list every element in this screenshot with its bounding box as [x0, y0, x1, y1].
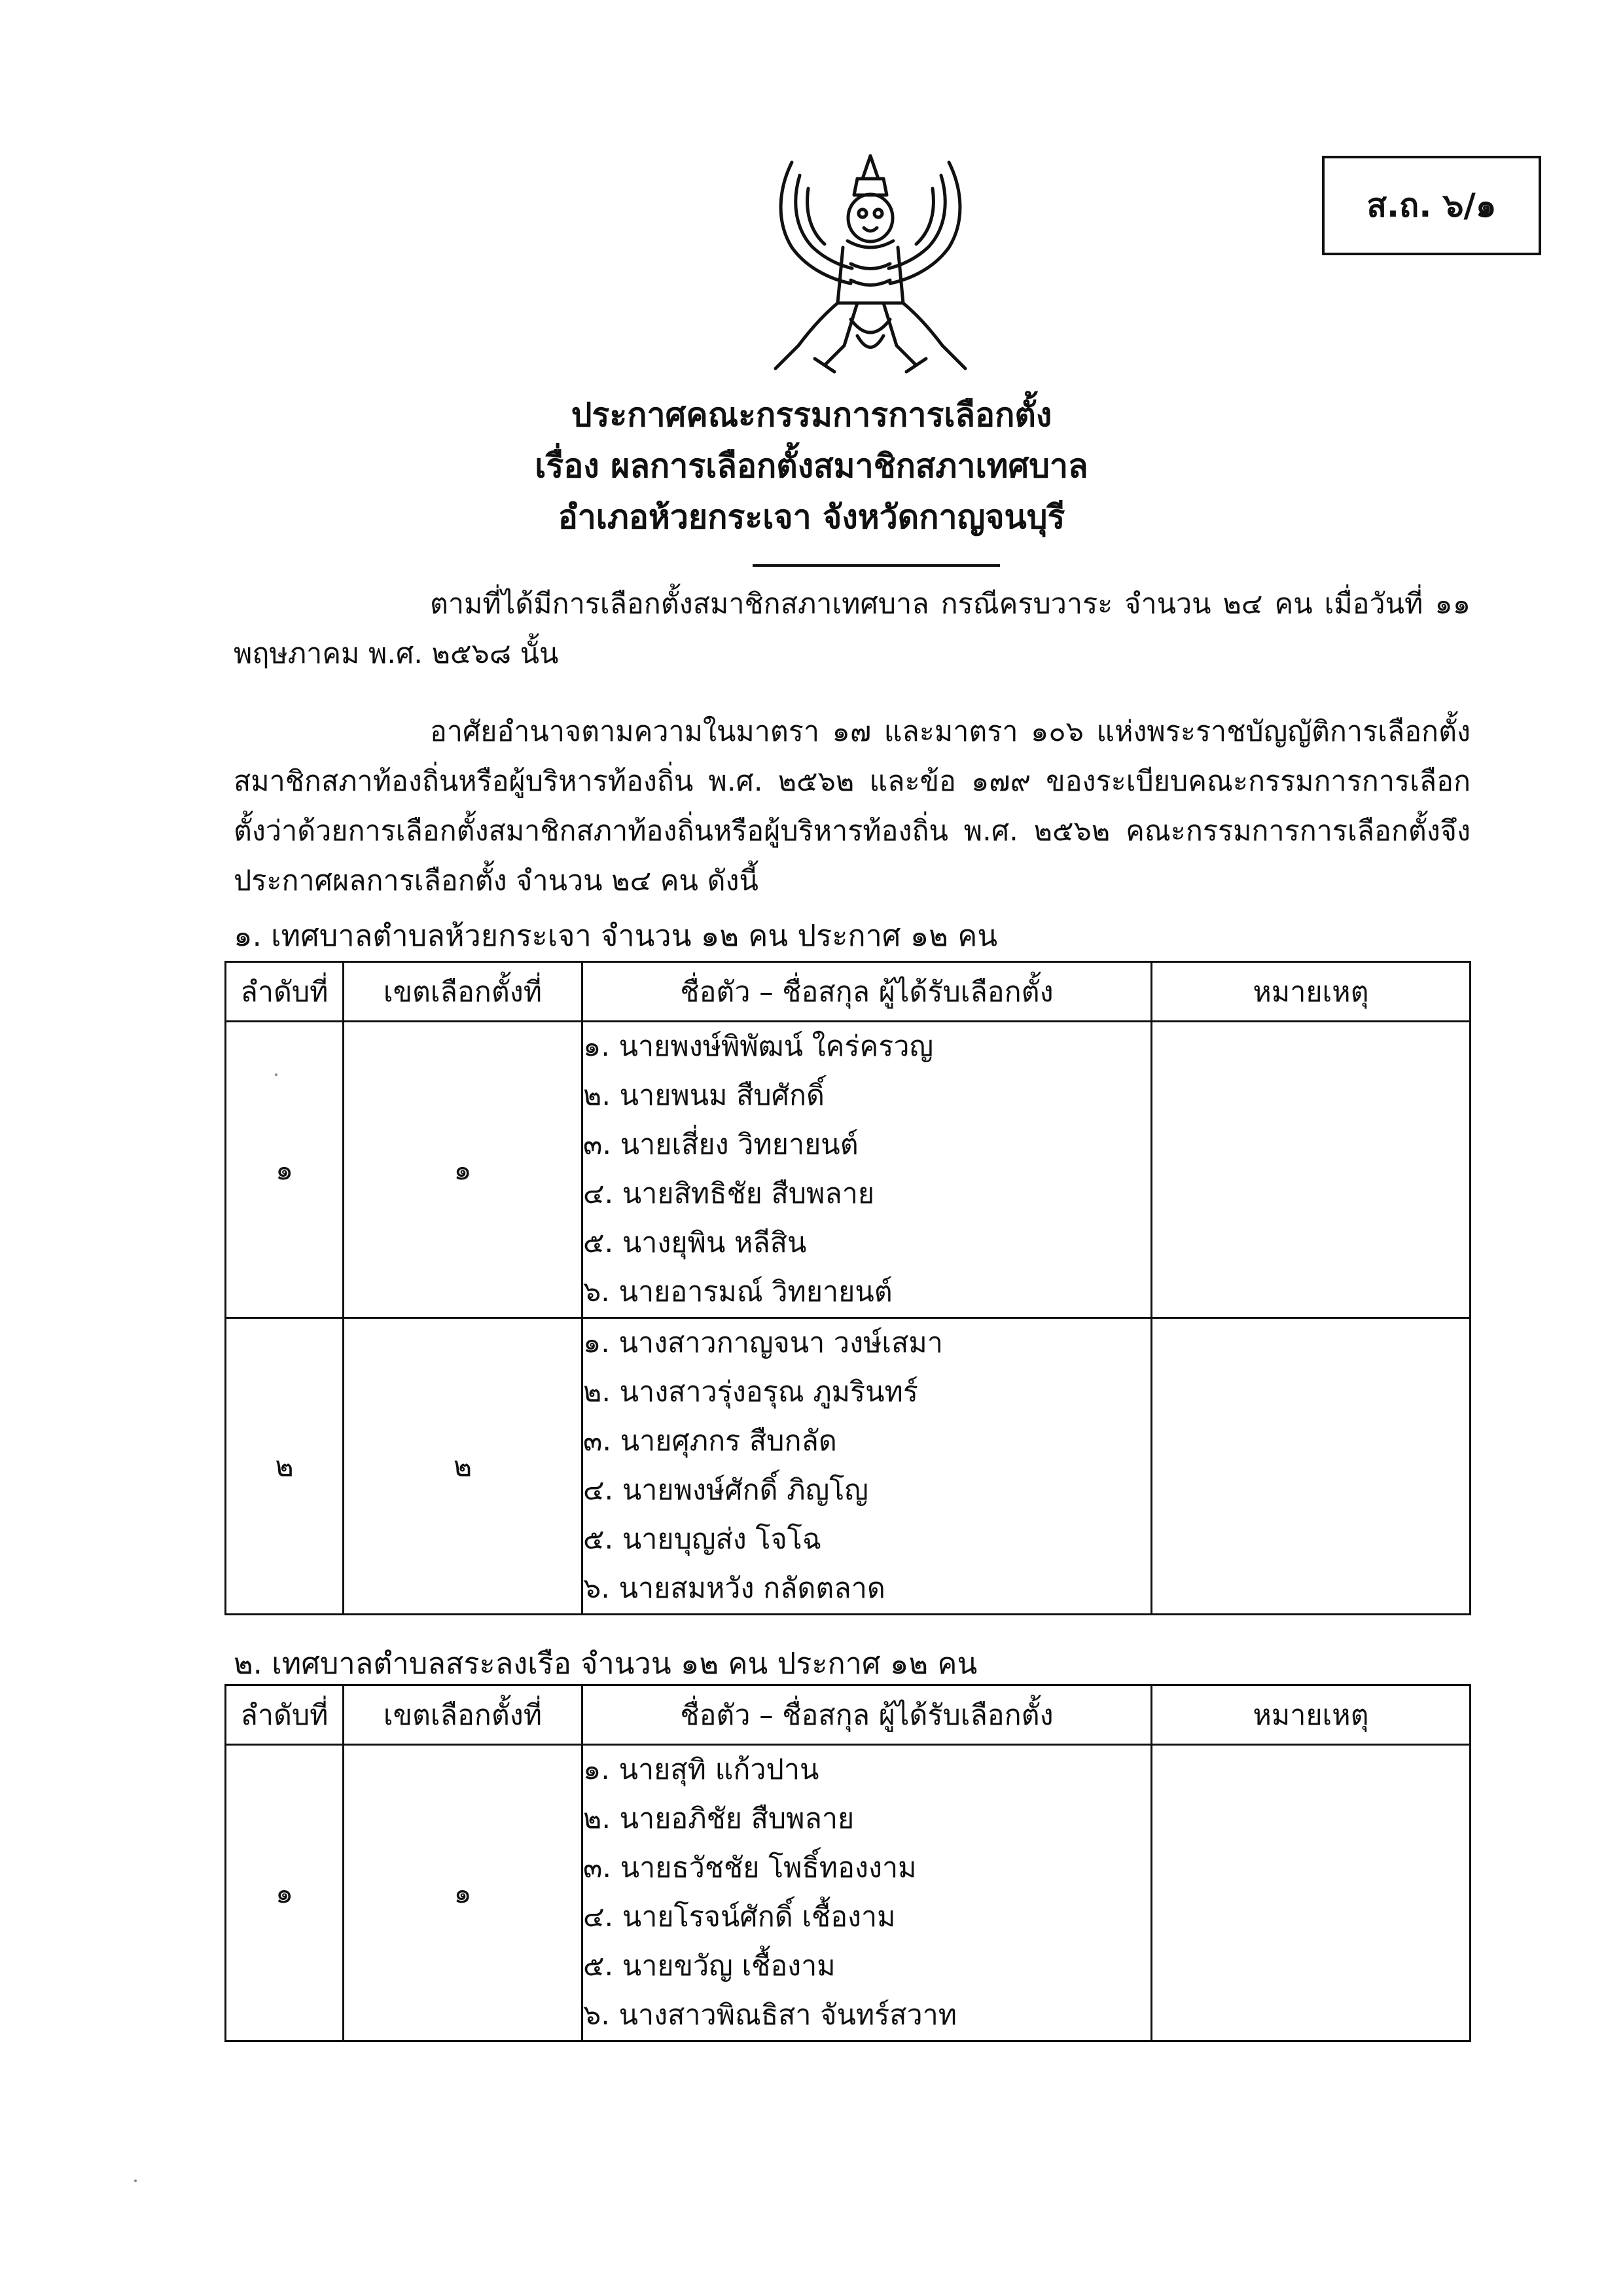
member-name: ๒. นายอภิชัย สืบพลาย	[583, 1803, 855, 1835]
column-header-names: ชื่อตัว – ชื่อสกุล ผู้ได้รับเลือกตั้ง	[582, 962, 1152, 1022]
member-name: ๑. นายพงษ์พิพัฒน์ ใคร่ครวญ	[583, 1030, 934, 1063]
announcement-title: ประกาศคณะกรรมการการเลือกตั้ง	[571, 396, 1052, 434]
member-name: ๓. นายธวัชชัย โพธิ์ทองงาม	[583, 1852, 917, 1884]
names-cell	[582, 1022, 1152, 1318]
garuda-emblem-icon	[759, 149, 982, 378]
table-row	[226, 1745, 1471, 2041]
section-title: ๑. เทศบาลตำบลห้วยกระเจา จำนวน ๑๒ คน ประกาศ ๑๒ คน	[234, 918, 998, 953]
column-header-order: ลำดับที่	[226, 962, 344, 1022]
table-header-row	[226, 1685, 1471, 1745]
member-name: ๕. นายบุญส่ง โจโฉ	[583, 1523, 822, 1556]
table-row	[226, 1318, 1471, 1615]
member-name: ๒. นางสาวรุ่งอรุณ ภูมรินทร์	[583, 1376, 918, 1408]
district-cell: ๒	[344, 1318, 582, 1615]
member-name: ๔. นายสิทธิชัย สืบพลาย	[583, 1177, 875, 1210]
member-name: ๓. นายศุภกร สืบกลัด	[583, 1425, 837, 1458]
member-name: ๕. นางยุพิน หลีสิน	[583, 1227, 807, 1259]
member-name: ๔. นายพงษ์ศักดิ์ ภิญโญ	[583, 1474, 868, 1507]
member-name: ๖. นางสาวพิณธิสา จันทร์สวาท	[583, 1999, 957, 2032]
authority-paragraph: อาศัยอำนาจตามความในมาตรา ๑๗ และมาตรา ๑๐๖ แห่งพระราชบัญญัติการเลือกตั้งสมาชิกสภาท้องถิ่นหรือผู้บริหารท้องถิ่น พ.ศ. ๒๕๖๒ และข้อ ๑๗๙ ของระเบียบคณะกรรมการการเลือกตั้งว่าด้วยการเลือกตั้งสมาชิกสภาท้องถิ่นหรือผู้บริหารท้องถิ่น พ.ศ. ๒๕๖๒ คณะกรรมการการเลือกตั้งจึงประกาศผลการเลือกตั้ง จำนวน ๒๔ คน ดังนี้	[234, 715, 1471, 897]
remark-cell	[1152, 1318, 1471, 1615]
remark-cell	[1152, 1745, 1471, 2041]
scan-speck	[134, 2179, 137, 2182]
announcement-subject: เรื่อง ผลการเลือกตั้งสมาชิกสภาเทศบาล	[535, 447, 1088, 485]
table-row	[226, 1022, 1471, 1318]
names-cell	[582, 1318, 1152, 1615]
column-header-district: เขตเลือกตั้งที่	[344, 962, 582, 1022]
member-name: ๖. นายอารมณ์ วิทยายนต์	[583, 1276, 893, 1308]
order-cell: ๒	[226, 1318, 344, 1615]
intro-paragraph: ตามที่ได้มีการเลือกตั้งสมาชิกสภาเทศบาล กรณีครบวาระ จำนวน ๒๔ คน เมื่อวันที่ ๑๑ พฤษภาคม พ.ศ. ๒๕๖๘ นั้น	[234, 588, 1471, 670]
member-name: ๑. นายสุทิ แก้วปาน	[583, 1753, 819, 1786]
district-cell: ๑	[344, 1745, 582, 2041]
form-code: ส.ถ. ๖/๑	[1366, 186, 1497, 224]
table-header-row	[226, 962, 1471, 1022]
column-header-remark: หมายเหตุ	[1152, 962, 1471, 1022]
member-name: ๕. นายขวัญ เชื้องาม	[583, 1950, 836, 1982]
results-table	[224, 1684, 1471, 2042]
district-cell: ๑	[344, 1022, 582, 1318]
member-name: ๓. นายเสี่ยง วิทยายนต์	[583, 1128, 859, 1161]
section-title: ๒. เทศบาลตำบลสระลงเรือ จำนวน ๑๒ คน ประกาศ ๑๒ คน	[234, 1646, 978, 1681]
announcement-location: อำเภอห้วยกระเจา จังหวัดกาญจนบุรี	[558, 498, 1065, 536]
order-cell: ๑	[226, 1745, 344, 2041]
member-name: ๔. นายโรจน์ศักดิ์ เชื้องาม	[583, 1901, 896, 1933]
form-code-box	[1322, 156, 1541, 255]
remark-cell	[1152, 1022, 1471, 1318]
title-divider	[753, 564, 1000, 567]
order-cell: ๑	[226, 1022, 344, 1318]
column-header-order: ลำดับที่	[226, 1685, 344, 1745]
results-table	[224, 961, 1471, 1615]
names-cell	[582, 1745, 1152, 2041]
column-header-district: เขตเลือกตั้งที่	[344, 1685, 582, 1745]
member-name: ๑. นางสาวกาญจนา วงษ์เสมา	[583, 1327, 943, 1359]
column-header-remark: หมายเหตุ	[1152, 1685, 1471, 1745]
column-header-names: ชื่อตัว – ชื่อสกุล ผู้ได้รับเลือกตั้ง	[582, 1685, 1152, 1745]
member-name: ๒. นายพนม สืบศักดิ์	[583, 1079, 825, 1112]
scan-speck	[275, 1073, 277, 1076]
member-name: ๖. นายสมหวัง กลัดตลาด	[583, 1572, 885, 1605]
